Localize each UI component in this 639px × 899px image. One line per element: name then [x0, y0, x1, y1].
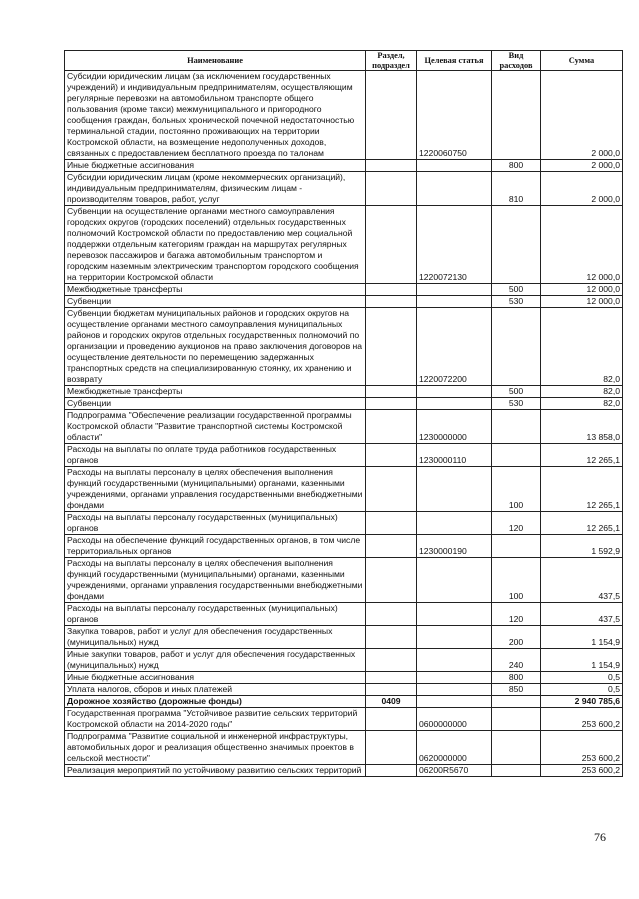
- cell-name: Расходы на выплаты персоналу в целях обеспечения выполнения функций государственными (муниципальными) органами, казенными учреждениями, органами управления государственными внебюджетными фондами: [65, 558, 366, 603]
- table-row: [65, 410, 623, 444]
- cell-name: Расходы на выплаты по оплате труда работников государственных органов: [65, 444, 366, 467]
- cell-vid: 530: [492, 398, 541, 410]
- cell-celevaya: [417, 467, 492, 512]
- table-row: [65, 160, 623, 172]
- cell-vid: 120: [492, 512, 541, 535]
- table-row: [65, 172, 623, 206]
- cell-name: Расходы на выплаты персоналу государственных (муниципальных) органов: [65, 512, 366, 535]
- cell-vid: [492, 410, 541, 444]
- cell-razdel: [366, 765, 417, 777]
- cell-celevaya: 1220072130: [417, 206, 492, 284]
- cell-celevaya: [417, 386, 492, 398]
- cell-celevaya: [417, 558, 492, 603]
- cell-name: Подпрограмма "Развитие социальной и инженерной инфраструктуры, автомобильных дорог и реализация общественно значимых проектов в сельской местности": [65, 731, 366, 765]
- cell-summa: 82,0: [541, 308, 623, 386]
- cell-celevaya: 1220060750: [417, 71, 492, 160]
- cell-vid: 500: [492, 386, 541, 398]
- cell-summa: 253 600,2: [541, 731, 623, 765]
- cell-razdel: [366, 708, 417, 731]
- cell-vid: 500: [492, 284, 541, 296]
- table-row: [65, 731, 623, 765]
- cell-name: Субсидии юридическим лицам (кроме некоммерческих организаций), индивидуальным предпринимателям, физическим лицам - производителям товаров, работ, услуг: [65, 172, 366, 206]
- cell-razdel: [366, 467, 417, 512]
- cell-celevaya: 1230000110: [417, 444, 492, 467]
- table-row: [65, 708, 623, 731]
- table-row: [65, 765, 623, 777]
- cell-name: Субсидии юридическим лицам (за исключением государственных учреждений) и индивидуальным предпринимателям, осуществляющим регулярные перевозки на автомобильном транспорте общего пользования (кроме такси) межмуниципального и пригородного сообщения граждан, больных хронической почечной недостаточностью терминальной стадии, постоянно проживающих на территории Костромской области, на возмещение недополученных доходов, связанных с предоставлением бесплатного проезда по талонам: [65, 71, 366, 160]
- cell-razdel: [366, 398, 417, 410]
- cell-razdel: [366, 410, 417, 444]
- cell-name: Государственная программа "Устойчивое развитие сельских территорий Костромской области на 2014-2020 годы": [65, 708, 366, 731]
- cell-razdel: [366, 684, 417, 696]
- table-row: [65, 672, 623, 684]
- header-razdel: Раздел, подраздел: [366, 51, 417, 71]
- cell-razdel: [366, 296, 417, 308]
- cell-razdel: [366, 172, 417, 206]
- cell-celevaya: [417, 649, 492, 672]
- cell-vid: 810: [492, 172, 541, 206]
- table-row: [65, 467, 623, 512]
- cell-celevaya: [417, 160, 492, 172]
- cell-razdel: [366, 206, 417, 284]
- cell-celevaya: 0620000000: [417, 731, 492, 765]
- cell-vid: [492, 708, 541, 731]
- cell-name: Межбюджетные трансферты: [65, 386, 366, 398]
- cell-vid: 800: [492, 160, 541, 172]
- header-vid: Вид расходов: [492, 51, 541, 71]
- header-celevaya: Целевая статья: [417, 51, 492, 71]
- table-row: [65, 296, 623, 308]
- cell-celevaya: 1230000190: [417, 535, 492, 558]
- cell-razdel: [366, 284, 417, 296]
- cell-summa: 437,5: [541, 603, 623, 626]
- table-row: [65, 558, 623, 603]
- cell-razdel: [366, 160, 417, 172]
- cell-razdel: [366, 308, 417, 386]
- cell-name: Расходы на выплаты персоналу государственных (муниципальных) органов: [65, 603, 366, 626]
- cell-summa: 82,0: [541, 398, 623, 410]
- cell-celevaya: [417, 284, 492, 296]
- cell-name: Субвенции на осуществление органами местного самоуправления городских округов (городских поселений) отдельных государственных полномочий Костромской области по предоставлению мер социальной поддержки отдельным категориям граждан на маршрутах регулярных перевозок пассажиров и багажа автомобильным транспортом и городским наземным электрическим транспортом городского сообщения на территории Костромской области: [65, 206, 366, 284]
- cell-summa: 12 265,1: [541, 512, 623, 535]
- cell-celevaya: [417, 672, 492, 684]
- cell-summa: 2 000,0: [541, 160, 623, 172]
- cell-summa: 82,0: [541, 386, 623, 398]
- cell-celevaya: 06200R5670: [417, 765, 492, 777]
- table-row: [65, 398, 623, 410]
- cell-summa: 13 858,0: [541, 410, 623, 444]
- cell-name: Уплата налогов, сборов и иных платежей: [65, 684, 366, 696]
- cell-name: Субвенции бюджетам муниципальных районов и городских округов на осуществление органами местного самоуправления муниципальных районов и городских округов отдельных государственных полномочий по организации и проведению аукционов на право заключения договоров на осуществление деятельности по перемещению задержанных транспортных средств на специализированную стоянку, их хранению и возврату: [65, 308, 366, 386]
- cell-celevaya: [417, 296, 492, 308]
- table-row: [65, 535, 623, 558]
- cell-razdel: [366, 649, 417, 672]
- cell-razdel: 0409: [366, 696, 417, 708]
- cell-celevaya: [417, 603, 492, 626]
- cell-celevaya: 0600000000: [417, 708, 492, 731]
- table-row: [65, 603, 623, 626]
- cell-vid: [492, 206, 541, 284]
- cell-summa: 253 600,2: [541, 708, 623, 731]
- cell-summa: 12 265,1: [541, 467, 623, 512]
- cell-vid: [492, 696, 541, 708]
- cell-summa: 12 000,0: [541, 296, 623, 308]
- cell-razdel: [366, 672, 417, 684]
- cell-vid: 800: [492, 672, 541, 684]
- cell-summa: 2 940 785,6: [541, 696, 623, 708]
- cell-summa: 2 000,0: [541, 71, 623, 160]
- cell-summa: 437,5: [541, 558, 623, 603]
- cell-razdel: [366, 512, 417, 535]
- cell-celevaya: 1220072200: [417, 308, 492, 386]
- cell-vid: 530: [492, 296, 541, 308]
- cell-vid: 120: [492, 603, 541, 626]
- cell-celevaya: [417, 626, 492, 649]
- cell-vid: 100: [492, 558, 541, 603]
- cell-summa: 2 000,0: [541, 172, 623, 206]
- cell-razdel: [366, 444, 417, 467]
- cell-name: Иные бюджетные ассигнования: [65, 160, 366, 172]
- cell-summa: 253 600,2: [541, 765, 623, 777]
- cell-vid: 850: [492, 684, 541, 696]
- cell-celevaya: [417, 512, 492, 535]
- cell-summa: 0,5: [541, 672, 623, 684]
- cell-razdel: [366, 731, 417, 765]
- header-summa: Сумма: [541, 51, 623, 71]
- page-number: 76: [594, 830, 606, 844]
- cell-razdel: [366, 386, 417, 398]
- header-name: Наименование: [65, 51, 366, 71]
- cell-celevaya: [417, 172, 492, 206]
- cell-vid: 200: [492, 626, 541, 649]
- cell-vid: [492, 765, 541, 777]
- cell-summa: 1 154,9: [541, 626, 623, 649]
- table-row: [65, 444, 623, 467]
- cell-vid: [492, 535, 541, 558]
- table-row: [65, 512, 623, 535]
- budget-table: [64, 50, 623, 777]
- cell-name: Субвенции: [65, 296, 366, 308]
- table-row: [65, 71, 623, 160]
- table-row: [65, 386, 623, 398]
- cell-name: Дорожное хозяйство (дорожные фонды): [65, 696, 366, 708]
- table-row: [65, 684, 623, 696]
- table-row: [65, 206, 623, 284]
- cell-summa: 12 000,0: [541, 284, 623, 296]
- table-row: [65, 626, 623, 649]
- cell-summa: 12 000,0: [541, 206, 623, 284]
- cell-razdel: [366, 558, 417, 603]
- cell-name: Расходы на обеспечение функций государственных органов, в том числе территориальных органов: [65, 535, 366, 558]
- table-row: [65, 696, 623, 708]
- cell-razdel: [366, 626, 417, 649]
- cell-vid: 240: [492, 649, 541, 672]
- table-row: [65, 284, 623, 296]
- cell-name: Расходы на выплаты персоналу в целях обеспечения выполнения функций государственными (муниципальными) органами, казенными учреждениями, органами управления государственными внебюджетными фондами: [65, 467, 366, 512]
- cell-razdel: [366, 71, 417, 160]
- cell-summa: 1 154,9: [541, 649, 623, 672]
- cell-name: Иные закупки товаров, работ и услуг для обеспечения государственных (муниципальных) нужд: [65, 649, 366, 672]
- cell-vid: [492, 731, 541, 765]
- cell-vid: [492, 308, 541, 386]
- table-header-row: [65, 51, 623, 71]
- cell-name: Реализация мероприятий по устойчивому развитию сельских территорий: [65, 765, 366, 777]
- table-body: [65, 71, 623, 777]
- table-row: [65, 649, 623, 672]
- cell-summa: 1 592,9: [541, 535, 623, 558]
- cell-vid: 100: [492, 467, 541, 512]
- cell-celevaya: [417, 398, 492, 410]
- cell-name: Подпрограмма "Обеспечение реализации государственной программы Костромской области "Развитие транспортной системы Костромской области": [65, 410, 366, 444]
- table-row: [65, 308, 623, 386]
- cell-vid: [492, 444, 541, 467]
- cell-summa: 0,5: [541, 684, 623, 696]
- cell-celevaya: [417, 684, 492, 696]
- cell-name: Субвенции: [65, 398, 366, 410]
- cell-celevaya: 1230000000: [417, 410, 492, 444]
- cell-name: Иные бюджетные ассигнования: [65, 672, 366, 684]
- cell-celevaya: [417, 696, 492, 708]
- cell-razdel: [366, 535, 417, 558]
- cell-razdel: [366, 603, 417, 626]
- cell-vid: [492, 71, 541, 160]
- cell-name: Закупка товаров, работ и услуг для обеспечения государственных (муниципальных) нужд: [65, 626, 366, 649]
- cell-summa: 12 265,1: [541, 444, 623, 467]
- cell-name: Межбюджетные трансферты: [65, 284, 366, 296]
